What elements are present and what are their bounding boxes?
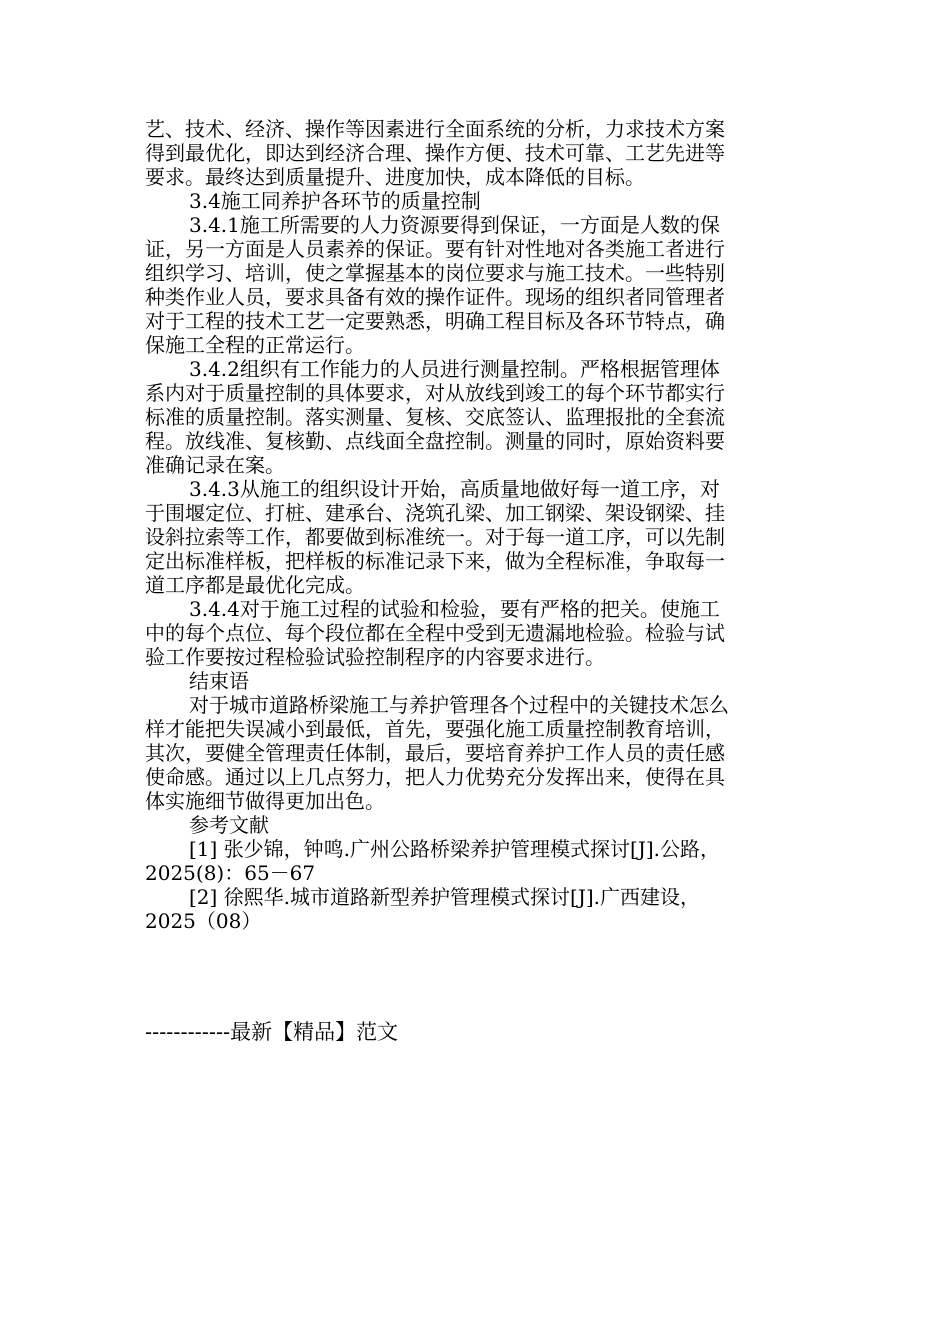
footer-label: ------------最新【精品】范文 <box>145 1020 399 1044</box>
text-line: 体实施细节做得更加出色。 <box>145 789 385 813</box>
text-line: 艺、技术、经济、操作等因素进行全面系统的分析，力求技术方案 <box>145 117 725 141</box>
text-line: 系内对于质量控制的具体要求，对从放线到竣工的每个环节都实行 <box>145 381 725 405</box>
text-line: 保施工全程的正常运行。 <box>145 333 365 357</box>
text-line: 准确记录在案。 <box>145 453 285 477</box>
text-line: 程。放线准、复核勤、点线面全盘控制。测量的同时，原始资料要 <box>145 429 725 453</box>
text-line: 使命感。通过以上几点努力，把人力优势充分发挥出来，使得在具 <box>145 765 725 789</box>
text-line: 要求。最终达到质量提升、进度加快，成本降低的目标。 <box>145 165 645 189</box>
text-line: 3.4施工同养护各环节的质量控制 <box>189 189 481 213</box>
text-line: 其次，要健全管理责任体制，最后，要培育养护工作人员的责任感 <box>145 741 725 765</box>
text-line: 参考文献 <box>189 813 269 837</box>
text-line: 定出标准样板，把样板的标准记录下来，做为全程标准，争取每一 <box>145 549 725 573</box>
text-line: 3.4.3从施工的组织设计开始，高质量地做好每一道工序，对 <box>189 477 720 501</box>
document-body <box>145 117 805 933</box>
text-line: 得到最优化，即达到经济合理、操作方便、技术可靠、工艺先进等 <box>145 141 725 165</box>
text-line: 3.4.1施工所需要的人力资源要得到保证，一方面是人数的保 <box>189 213 720 237</box>
text-line: 2025(8)：65－67 <box>145 861 316 885</box>
text-line: 道工序都是最优化完成。 <box>145 573 365 597</box>
text-line: 验工作要按过程检验试验控制程序的内容要求进行。 <box>145 645 605 669</box>
text-line: [2] 徐熙华.城市道路新型养护管理模式探讨[J].广西建设， <box>189 885 701 909</box>
text-line: 3.4.4对于施工过程的试验和检验，要有严格的把关。使施工 <box>189 597 720 621</box>
text-line: 设斜拉索等工作，都要做到标准统一。对于每一道工序，可以先制 <box>145 525 725 549</box>
text-line: 于围堰定位、打桩、建承台、浇筑孔梁、加工钢梁、架设钢梁、挂 <box>145 501 725 525</box>
text-line: 结束语 <box>189 669 249 693</box>
text-line: 2025（08） <box>145 909 262 933</box>
text-line: 种类作业人员，要求具备有效的操作证件。现场的组织者同管理者 <box>145 285 725 309</box>
text-line: 标准的质量控制。落实测量、复核、交底签认、监理报批的全套流 <box>145 405 725 429</box>
text-line: 对于城市道路桥梁施工与养护管理各个过程中的关键技术怎么 <box>189 693 729 717</box>
text-line: [1] 张少锦，钟鸣.广州公路桥梁养护管理模式探讨[J].公路， <box>189 837 721 861</box>
text-line: 对于工程的技术工艺一定要熟悉，明确工程目标及各环节特点，确 <box>145 309 725 333</box>
text-line: 中的每个点位、每个段位都在全程中受到无遗漏地检验。检验与试 <box>145 621 725 645</box>
text-line: 3.4.2组织有工作能力的人员进行测量控制。严格根据管理体 <box>189 357 720 381</box>
text-line: 样才能把失误减小到最低，首先，要强化施工质量控制教育培训， <box>145 717 725 741</box>
text-line: 证，另一方面是人员素养的保证。要有针对性地对各类施工者进行 <box>145 237 725 261</box>
text-line: 组织学习、培训，使之掌握基本的岗位要求与施工技术。一些特别 <box>145 261 725 285</box>
